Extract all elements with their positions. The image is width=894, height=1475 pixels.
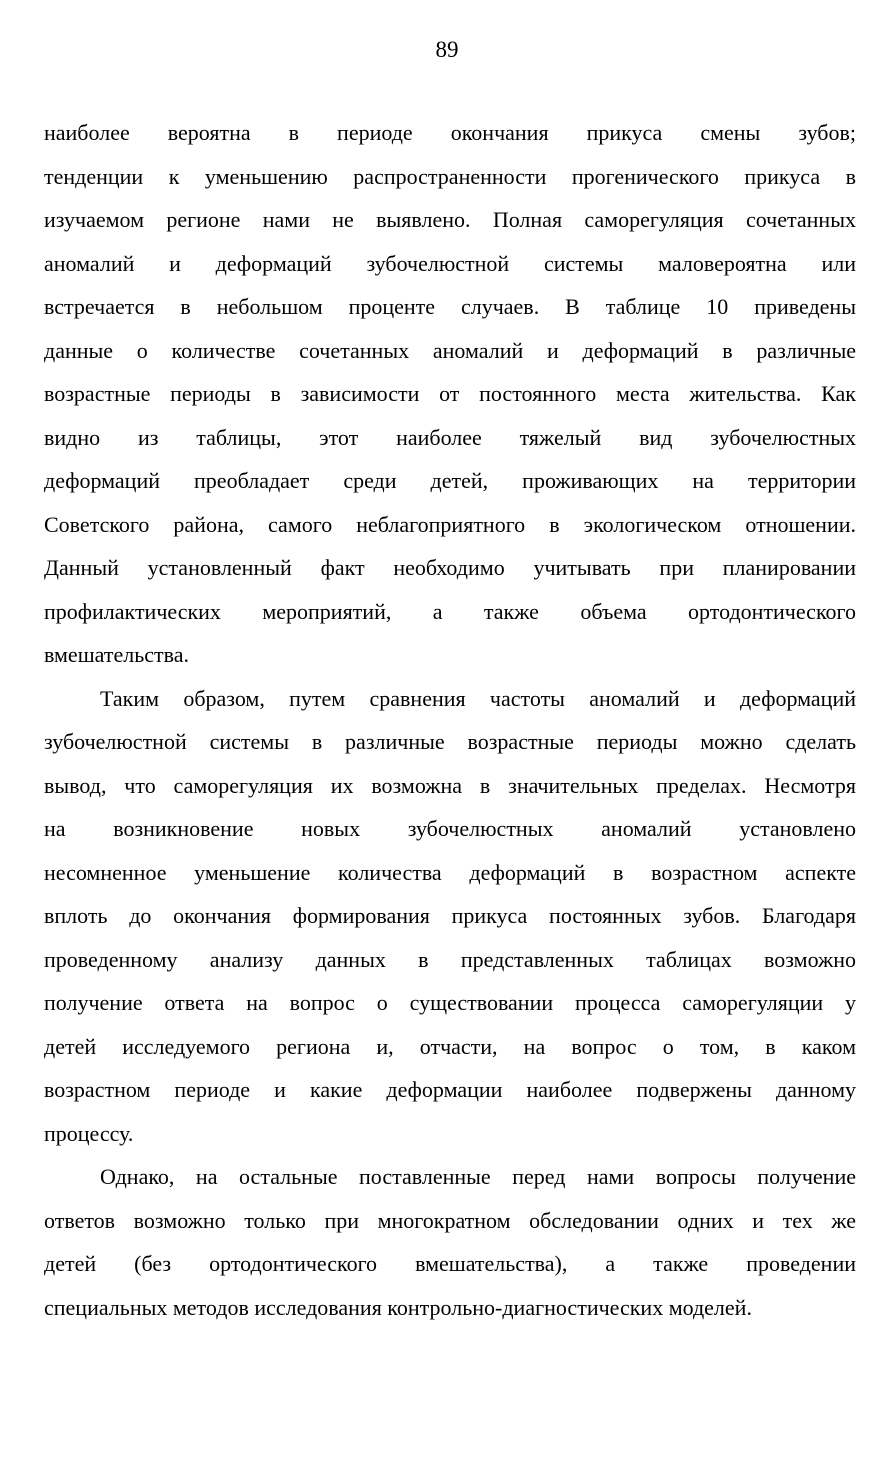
text-line: Таким образом, путем сравнения частоты аномалий и деформаций <box>100 685 856 711</box>
text-line: детей исследуемого региона и, отчасти, на вопрос о том, в каком <box>44 1033 856 1059</box>
document-body <box>44 111 856 1329</box>
text-line: видно из таблицы, этот наиболее тяжелый вид зубочелюстных <box>44 424 856 450</box>
text-line: специальных методов исследования контрольно-диагностических моделей. <box>44 1294 752 1320</box>
text-line: зубочелюстной системы в различные возрастные периоды можно сделать <box>44 729 856 754</box>
text-line: данные о количестве сочетанных аномалий и деформаций в различные <box>44 337 856 363</box>
text-line: возрастном периоде и какие деформации наиболее подвержены данному <box>44 1077 856 1102</box>
text-line: Советского района, самого неблагоприятного в экологическом отношении. <box>44 511 856 537</box>
text-line: встречается в небольшом проценте случаев. В таблице 10 приведены <box>44 294 856 319</box>
paragraph <box>44 677 856 1156</box>
text-line: Однако, на остальные поставленные перед нами вопросы получение <box>100 1164 856 1189</box>
text-line: изучаемом регионе нами не выявлено. Полная саморегуляция сочетанных <box>44 207 856 232</box>
paragraph <box>44 1155 856 1329</box>
text-line: детей (без ортодонтического вмешательства), а также проведении <box>44 1251 856 1276</box>
text-line: наиболее вероятна в периоде окончания прикуса смены зубов; <box>44 120 856 145</box>
text-line: процессу. <box>44 1120 134 1146</box>
text-line: тенденции к уменьшению распространенности прогенического прикуса в <box>44 163 856 189</box>
text-line: деформаций преобладает среди детей, проживающих на территории <box>44 468 856 493</box>
text-line: вмешательства. <box>44 642 189 667</box>
text-line: аномалий и деформаций зубочелюстной системы маловероятна или <box>44 250 856 276</box>
text-line: на возникновение новых зубочелюстных аномалий установлено <box>44 816 856 841</box>
text-line: вывод, что саморегуляция их возможна в значительных пределах. Несмотря <box>44 772 856 798</box>
text-line: получение ответа на вопрос о существовании процесса саморегуляции у <box>44 990 856 1015</box>
page-number: 89 <box>435 37 459 62</box>
text-line: Данный установленный факт необходимо учитывать при планировании <box>44 555 856 580</box>
text-line: возрастные периоды в зависимости от постоянного места жительства. Как <box>44 381 856 406</box>
text-line: ответов возможно только при многократном обследовании одних и тех же <box>44 1207 856 1233</box>
text-line: проведенному анализу данных в представленных таблицах возможно <box>44 946 856 972</box>
paragraph <box>44 111 856 677</box>
text-line: несомненное уменьшение количества деформаций в возрастном аспекте <box>44 859 856 885</box>
text-line: профилактических мероприятий, а также объема ортодонтического <box>44 598 856 624</box>
text-line: вплоть до окончания формирования прикуса постоянных зубов. Благодаря <box>44 903 856 928</box>
